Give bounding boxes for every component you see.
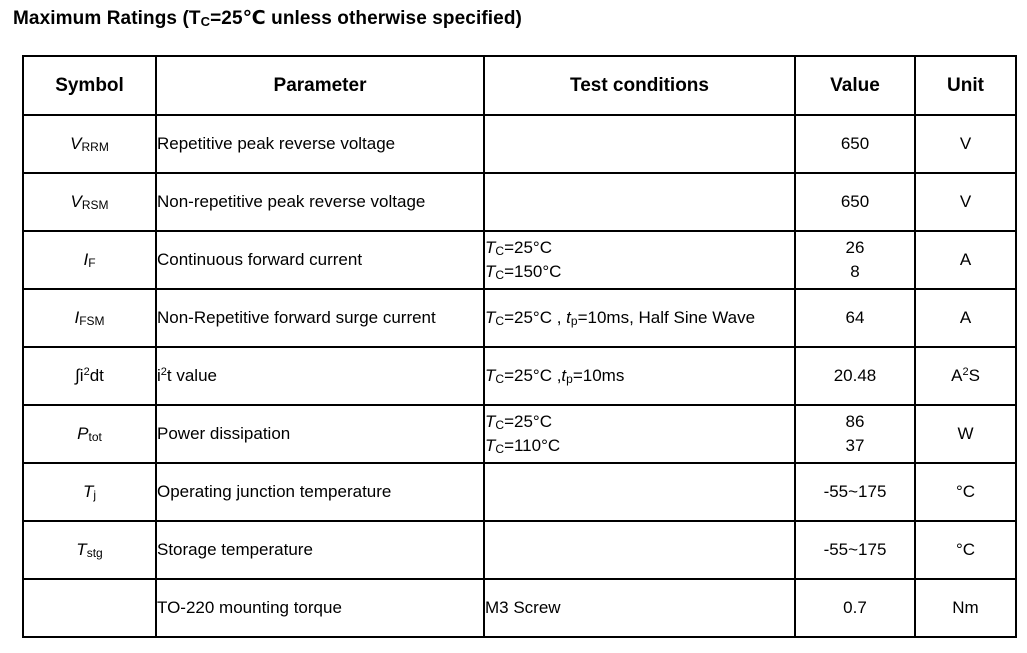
unit-cell	[915, 289, 1016, 347]
unit-text: A	[959, 250, 972, 269]
test-conditions-cell	[484, 579, 795, 637]
value-line: 26	[845, 238, 865, 257]
table-row	[23, 347, 1016, 405]
symbol-subscript: RSM	[81, 198, 109, 212]
value-line: 37	[845, 436, 865, 455]
table-row	[23, 173, 1016, 231]
parameter-text: Power dissipation	[157, 424, 291, 443]
condition-subscript: C	[495, 442, 505, 456]
unit-text: A	[951, 366, 963, 385]
parameter-cell	[156, 173, 484, 231]
unit-text: W	[957, 424, 974, 443]
symbol-cell	[23, 289, 156, 347]
value-cell	[795, 405, 915, 463]
condition-line	[485, 410, 794, 434]
unit-cell	[915, 115, 1016, 173]
symbol-main: I	[83, 250, 89, 269]
unit-text: °C	[955, 540, 976, 559]
parameter-superscript: 2	[160, 366, 167, 378]
value-cell	[795, 579, 915, 637]
parameter-text: Non-repetitive peak reverse voltage	[157, 192, 426, 211]
value-cell	[795, 289, 915, 347]
value-line: 86	[845, 412, 865, 431]
symbol-subscript: FSM	[79, 314, 105, 328]
parameter-text: Repetitive peak reverse voltage	[157, 134, 396, 153]
parameter-cell	[156, 347, 484, 405]
table-row	[23, 463, 1016, 521]
condition-text: =25°C	[504, 238, 552, 257]
unit-text: °C	[955, 482, 976, 501]
condition-line	[485, 596, 794, 620]
table-header-row	[23, 56, 1016, 115]
value-line: 0.7	[843, 598, 867, 617]
header-test-conditions: Test conditions	[484, 56, 795, 115]
unit-cell	[915, 463, 1016, 521]
unit-text: V	[959, 134, 972, 153]
condition-symbol: t	[566, 308, 571, 327]
value-cell	[795, 463, 915, 521]
table-body	[23, 115, 1016, 637]
header-unit: Unit	[915, 56, 1016, 115]
symbol-cell	[23, 173, 156, 231]
symbol-main: P	[77, 424, 89, 443]
value-cell	[795, 231, 915, 289]
value-line: 650	[840, 192, 870, 211]
condition-subscript: C	[495, 418, 505, 432]
test-conditions-cell	[484, 231, 795, 289]
value-line: 64	[845, 308, 865, 327]
condition-text: =25°C ,	[504, 308, 567, 327]
table-row	[23, 115, 1016, 173]
symbol-main: T	[82, 482, 94, 501]
parameter-text: Storage temperature	[157, 540, 313, 559]
condition-text: =25°C ,	[504, 366, 562, 385]
condition-subscript: C	[495, 268, 505, 282]
test-conditions-cell	[484, 405, 795, 463]
value-line: -55~175	[823, 540, 887, 559]
condition-subscript: C	[495, 314, 505, 328]
condition-line	[485, 236, 794, 260]
parameter-cell	[156, 521, 484, 579]
condition-symbol: T	[485, 436, 496, 455]
header-symbol: Symbol	[23, 56, 156, 115]
test-conditions-cell	[484, 173, 795, 231]
condition-text: M3 Screw	[485, 598, 561, 617]
condition-line	[485, 434, 794, 458]
parameter-cell	[156, 405, 484, 463]
condition-subscript: C	[495, 372, 505, 386]
condition-symbol: t	[561, 366, 567, 385]
unit-cell	[915, 579, 1016, 637]
unit-text: Nm	[952, 598, 979, 617]
symbol-main: ∫i	[75, 366, 84, 385]
condition-subscript: p	[566, 372, 573, 386]
condition-symbol: T	[485, 308, 496, 327]
condition-subscript: p	[570, 314, 578, 328]
condition-symbol: T	[485, 238, 496, 257]
value-line: 20.48	[833, 366, 877, 385]
unit-text: A	[959, 308, 972, 327]
value-line: 8	[850, 262, 860, 281]
parameter-text: Operating junction temperature	[157, 482, 392, 501]
condition-symbol: T	[485, 412, 496, 431]
parameter-cell	[156, 289, 484, 347]
symbol-cell	[23, 579, 156, 637]
parameter-text: Non-Repetitive forward surge current	[157, 308, 436, 327]
value-cell	[795, 173, 915, 231]
unit-cell	[915, 347, 1016, 405]
symbol-cell	[23, 115, 156, 173]
symbol-subscript: RRM	[81, 140, 109, 154]
condition-line	[485, 364, 794, 388]
symbol-cell	[23, 231, 156, 289]
condition-line	[485, 306, 794, 330]
symbol-subscript: tot	[88, 430, 102, 444]
unit-superscript: 2	[962, 366, 969, 378]
unit-cell	[915, 231, 1016, 289]
condition-symbol: T	[485, 262, 496, 281]
test-conditions-cell	[484, 463, 795, 521]
symbol-cell	[23, 405, 156, 463]
symbol-cell	[23, 347, 156, 405]
condition-text: =150°C	[504, 262, 562, 281]
symbol-cell	[23, 463, 156, 521]
symbol-main: I	[74, 308, 80, 327]
symbol-main: V	[70, 192, 82, 211]
value-cell	[795, 115, 915, 173]
symbol-subscript: stg	[86, 546, 103, 560]
header-parameter: Parameter	[156, 56, 484, 115]
symbol-subscript: F	[88, 256, 96, 270]
condition-text: =10ms	[572, 366, 625, 385]
parameter-text: i	[157, 366, 161, 385]
table-row	[23, 521, 1016, 579]
page-title: Maximum Ratings ($T_C=25℃$ unless otherwise specified)	[13, 8, 522, 29]
value-cell	[795, 347, 915, 405]
condition-line	[485, 260, 794, 284]
test-conditions-cell	[484, 521, 795, 579]
parameter-cell	[156, 579, 484, 637]
value-cell	[795, 521, 915, 579]
parameter-text: t value	[166, 366, 217, 385]
symbol-suffix: dt	[89, 366, 104, 385]
condition-symbol: T	[485, 366, 496, 385]
unit-cell	[915, 521, 1016, 579]
symbol-main: V	[70, 134, 82, 153]
symbol-superscript: 2	[83, 366, 90, 378]
value-line: -55~175	[823, 482, 887, 501]
parameter-cell	[156, 115, 484, 173]
symbol-cell	[23, 521, 156, 579]
condition-text: =110°C	[504, 436, 561, 455]
unit-text: V	[959, 192, 972, 211]
value-line: 650	[840, 134, 870, 153]
table-row	[23, 231, 1016, 289]
header-value: Value	[795, 56, 915, 115]
condition-text: =10ms, Half Sine Wave	[577, 308, 756, 327]
test-conditions-cell	[484, 289, 795, 347]
parameter-cell	[156, 463, 484, 521]
parameter-cell	[156, 231, 484, 289]
test-conditions-cell	[484, 115, 795, 173]
table-row	[23, 405, 1016, 463]
table-row	[23, 579, 1016, 637]
unit-text: S	[968, 366, 980, 385]
parameter-text: Continuous forward current	[157, 250, 363, 269]
condition-text: =25°C	[504, 412, 552, 431]
maximum-ratings-table	[22, 55, 1017, 638]
unit-cell	[915, 173, 1016, 231]
symbol-main: T	[76, 540, 87, 559]
parameter-text: TO-220 mounting torque	[157, 598, 342, 617]
test-conditions-cell	[484, 347, 795, 405]
table-row	[23, 289, 1016, 347]
unit-cell	[915, 405, 1016, 463]
symbol-subscript: j	[93, 488, 97, 502]
condition-subscript: C	[495, 244, 505, 258]
